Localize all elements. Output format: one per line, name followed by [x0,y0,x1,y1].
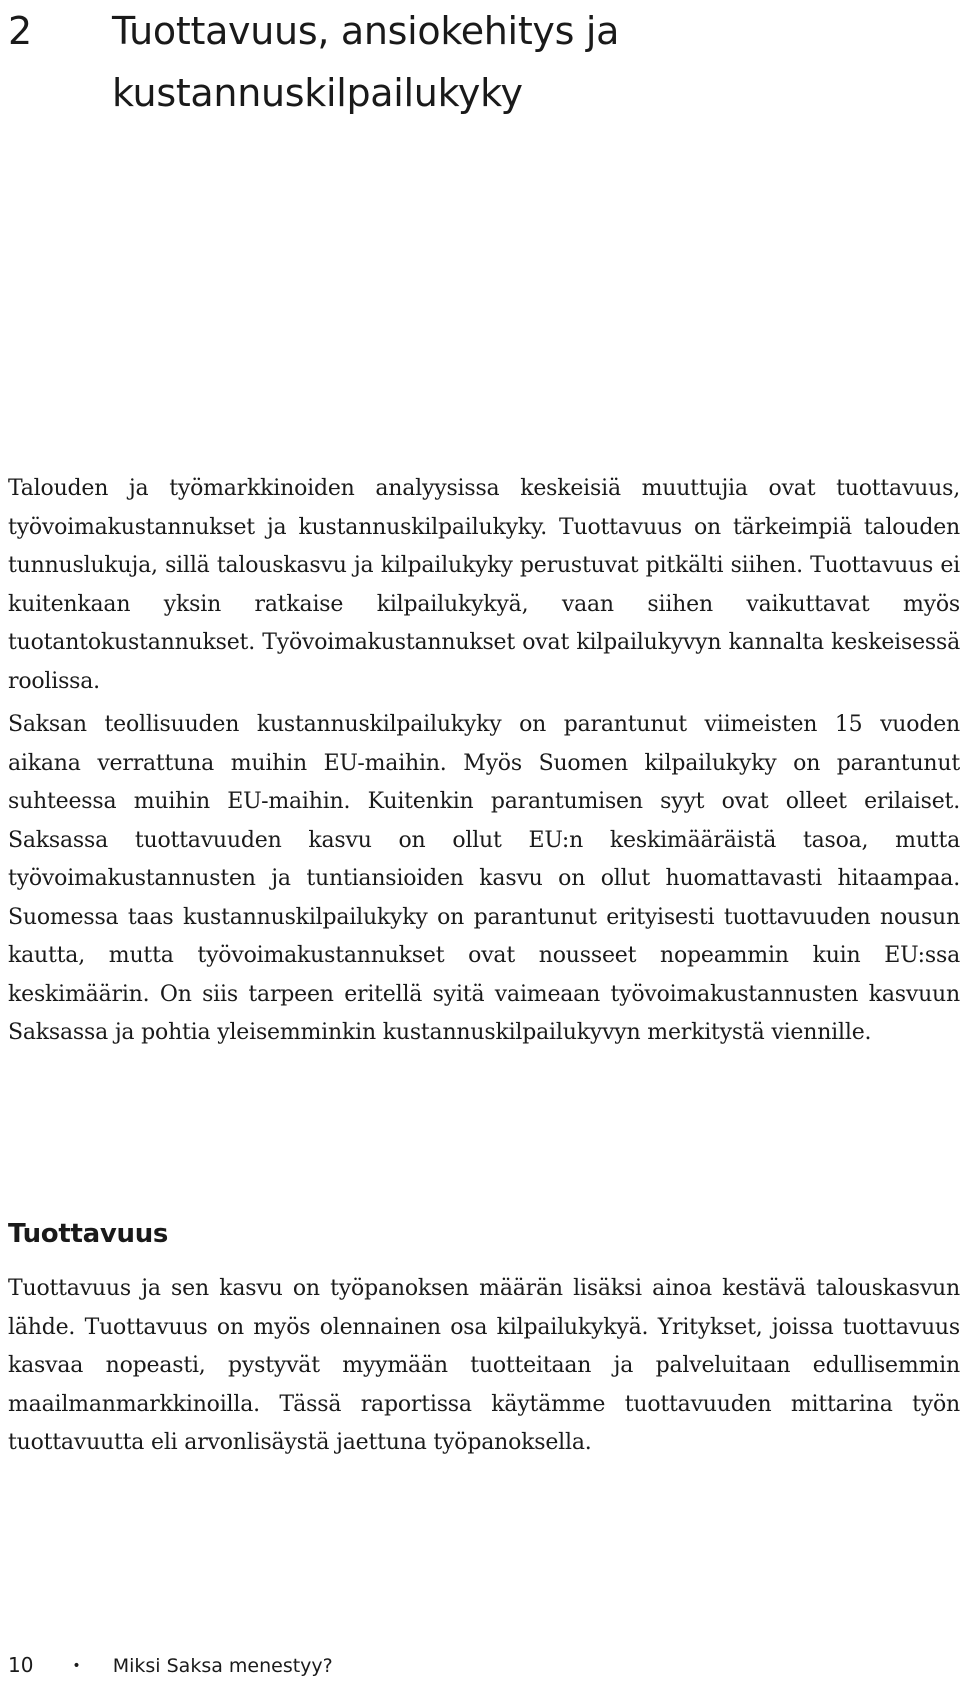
page-footer [8,1650,333,1681]
chapter-title-line-1: Tuottavuus, ansiokehitys ja [112,9,620,53]
running-title: Miksi Saksa menestyy? [112,1655,333,1677]
chapter-title-line-2: kustannuskilpailukyky [112,71,523,115]
section-heading: Tuottavuus [8,1219,169,1249]
intro-paragraph: Talouden ja työmarkkinoiden analyysissa keskeisiä muuttujia ovat tuottavuus, työvoimakustannukset ja kustannuskilpailukyky. Tuottavuus on tärkeimpiä talouden tunnuslukuja, sillä talouskasvu ja kilpailukyky perustuvat pitkälti siihen. Tuottavuus ei kuitenkaan yksin ratkaise kilpailukykyä, vaan siihen vaikuttavat myös tuotantokustannukset. Työvoimakustannukset ovat kilpailukyvyn kannalta keskeisessä roolissa. [8,476,960,694]
germany-competitiveness-paragraph: Saksan teollisuuden kustannuskilpailukyky on parantunut viimeisten 15 vuoden aikana verrattuna muihin EU-maihin. Myös Suomen kilpailukyky on parantunut suhteessa muihin EU-maihin. Kuitenkin parantumisen syyt ovat olleet erilaiset. Saksassa tuottavuuden kasvu on ollut EU:n keskimääräistä tasoa, mutta työvoimakustannusten ja tuntiansioiden kasvu on ollut huomattavasti hitaampaa. Suomessa taas kustannuskilpailukyky on parantunut erityisesti tuottavuuden nousun kautta, mutta työvoimakustannukset ovat nousseet nopeammin kuin EU:ssa keskimäärin. On siis tarpeen eritellä syitä vaimeaan työvoimakustannusten kasvuun Saksassa ja pohtia yleisemminkin kustannuskilpailukyvyn merkitystä viennille. [8,712,960,1045]
chapter-number: 2 [8,9,33,53]
productivity-paragraph: Tuottavuus ja sen kasvu on työpanoksen määrän lisäksi ainoa kestävä talouskasvun lähde. Tuottavuus on myös olennainen osa kilpailukykyä. Yritykset, joissa tuottavuus kasvaa nopeasti, pystyvät myymään tuotteitaan ja palveluitaan edullisemmin maailmanmarkkinoilla. Tässä raportissa käytämme tuottavuuden mittarina työn tuottavuutta eli arvonlisäystä jaettuna työpanoksella. [8,1276,960,1455]
chapter-title [112,0,932,124]
page-number: 10 [8,1653,34,1677]
bullet-separator: • [72,1658,81,1674]
